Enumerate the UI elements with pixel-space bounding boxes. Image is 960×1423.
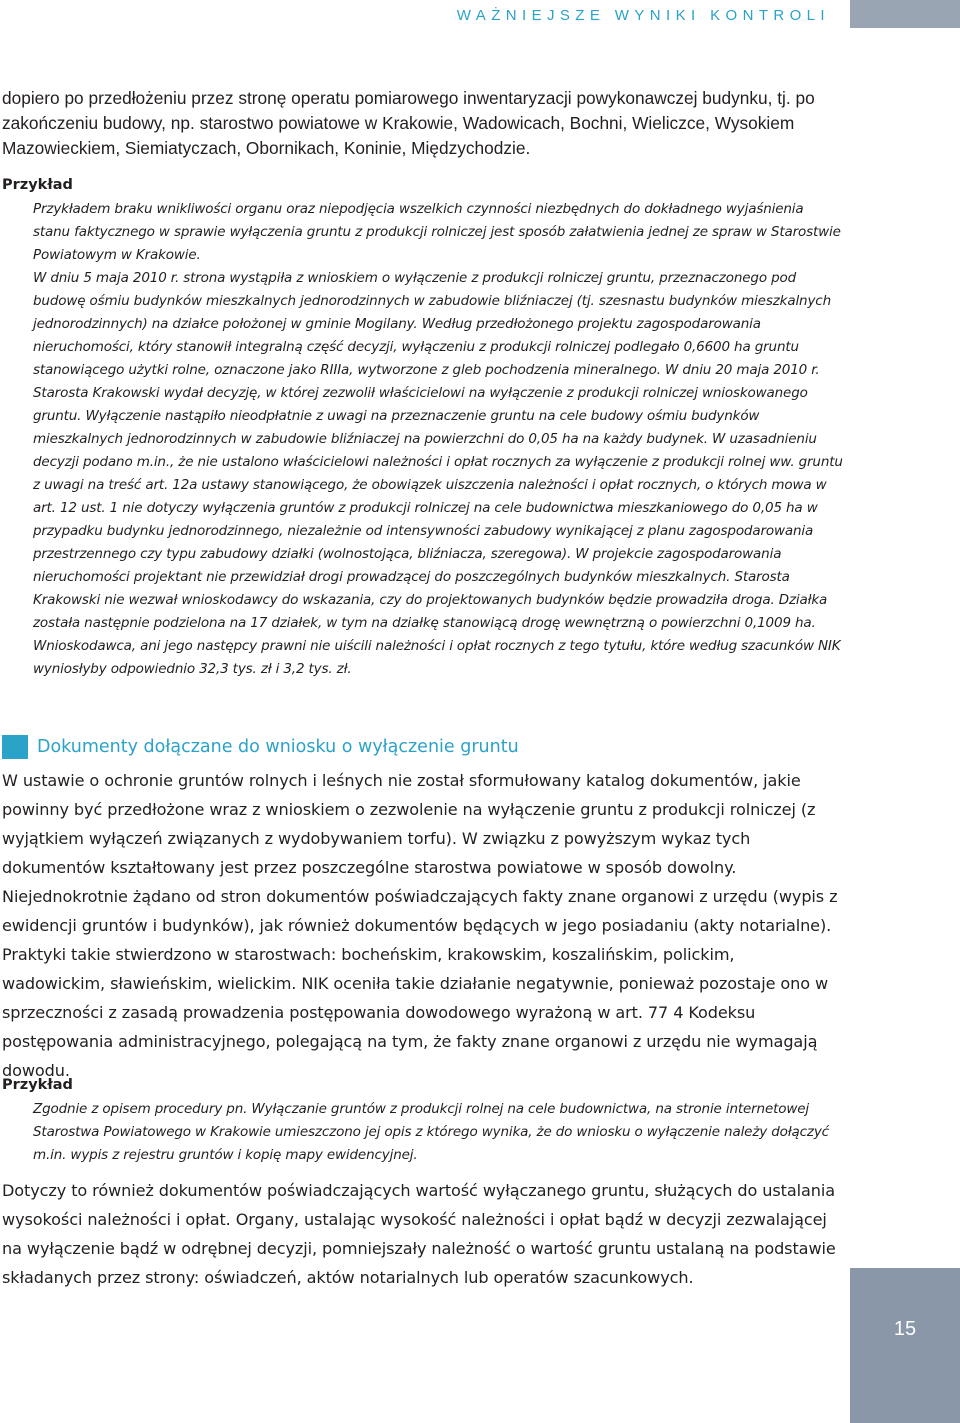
header-corner-block (850, 0, 960, 28)
example-1-paragraph-2: W dniu 5 maja 2010 r. strona wystąpiła z wnioskiem o wyłączenie z produkcji rolniczej gruntu, przeznaczonego pod budowę ośmiu budynków mieszkalnych jednorodzinnych w zabudowie bliźniaczej (tj. szesnastu budynków mieszkalnych jednorodzinnych) na działce położonej w gminie Mogilany. Według przedłożonego projektu zagospodarowania nieruchomości, który stanowił integralną część decyzji, wyłączeniu z produkcji rolniczej podlegało 0,6600 ha gruntu stanowiącego użytki rolne, oznaczone jako RIIIa, wytworzone z gleb pochodzenia mineralnego. W dniu 20 maja 2010 r. Starosta Krakowski wydał decyzję, w której zezwolił właścicielowi na wyłączenie z produkcji rolniczej wnioskowanego gruntu. Wyłączenie nastąpiło nieodpłatnie z uwagi na przeznaczenie gruntu na cele budowy ośmiu budynków mieszkalnych jednorodzinnych w zabudowie bliźniaczej na powierzchni do 0,05 ha na każdy budynek. W uzasadnieniu decyzji podano m.in., że nie ustalono właścicielowi należności i opłat rocznych za wyłączenie z produkcji rolnej ww. gruntu z uwagi na treść art. 12a ustawy stanowiącego, że obowiązek uiszczenia należności i opłat rocznych, o których mowa w art. 12 ust. 1 nie dotyczy wyłączenia gruntów z produkcji rolniczej na cele budownictwa mieszkaniowego do 0,05 ha w przypadku budynku jednorodzinnego, niezależnie od intensywności zabudowy wynikającej z planu zagospodarowania przestrzennego czy typu zabudowy działki (wolnostojąca, bliźniacza, szeregowa). W projekcie zagospodarowania nieruchomości projektant nie przewidział drogi prowadzącej do poszczególnych budynków mieszkalnych. Starosta Krakowski nie wezwał wnioskodawcy do wskazania, czy do projektowanych budynków będzie prowadziła droga. Działka została następnie podzielona na 17 działek, w tym na działkę stanowiącą drogę wewnętrzną o powierzchni 0,1009 ha. Wnioskodawca, ani jego następcy prawni nie uiścili należności i opłat rocznych z tego tytułu, które według szacunków NIK wyniosłyby odpowiednio 32,3 tys. zł i 3,2 tys. zł. (33, 270, 843, 677)
example-label-1: Przykład (2, 177, 73, 193)
section-heading (2, 735, 519, 759)
heading-square-marker (2, 735, 28, 759)
page-number-block (850, 1268, 960, 1423)
example-box-2 (33, 1098, 843, 1167)
section-paragraph-1: W ustawie o ochronie gruntów rolnych i leśnych nie został sformułowany katalog dokumentów, jakie powinny być przedłożone wraz z wnioskiem o zezwolenie na wyłączenie gruntu z produkcji rolniczej (z wyjątkiem wyłączeń związanych z wydobywaniem torfu). W związku z powyższym wykaz tych dokumentów kształtowany jest przez poszczególne starostwa powiatowe w sposób dowolny. Niejednokrotnie żądano od stron dokumentów poświadczających fakty znane organowi z urzędu (wypis z ewidencji gruntów i budynków), jak również dokumentów będących w jego posiadaniu (akty notarialne). Praktyki takie stwierdzono w starostwach: bocheńskim, krakowskim, koszalińskim, polickim, wadowickim, sławieńskim, wielickim. NIK oceniła takie działanie negatywnie, ponieważ pozostaje ono w sprzeczności z zasadą prowadzenia postępowania dowodowego wyrażoną w art. 77 4 Kodeksu postępowania administracyjnego, polegającą na tym, że fakty znane organowi z urzędu nie wymagają dowodu. (2, 771, 838, 1080)
intro-paragraph: dopiero po przedłożeniu przez stronę operatu pomiarowego inwentaryzacji powykonawczej budynku, tj. po zakończeniu budowy, np. starostwo powiatowe w Krakowie, Wadowicach, Bochni, Wieliczce, Wysokiem Mazowieckiem, Siemiatyczach, Obornikach, Koninie, Międzychodzie. (2, 88, 815, 158)
example-1-paragraph-1: Przykładem braku wnikliwości organu oraz niepodjęcia wszelkich czynności niezbędnych do dokładnego wyjaśnienia stanu faktycznego w sprawie wyłączenia gruntu z produkcji rolniczej jest sposób załatwienia jednej ze spraw w Starostwie Powiatowym w Krakowie. (33, 201, 841, 263)
section-heading-text: Dokumenty dołączane do wniosku o wyłączenie gruntu (37, 737, 519, 757)
running-header: WAŻNIEJSZE WYNIKI KONTROLI (456, 7, 830, 24)
page-number: 15 (893, 1318, 917, 1340)
example-label-2: Przykład (2, 1077, 73, 1093)
section-paragraph-2: Dotyczy to również dokumentów poświadczających wartość wyłączanego gruntu, służących do ustalania wysokości należności i opłat. Organy, ustalając wysokość należności i opłat bądź w decyzji zezwalającej na wyłączenie bądź w odrębnej decyzji, pomniejszały należność o wartość gruntu ustalaną na podstawie składanych przez strony: oświadczeń, aktów notarialnych lub operatów szacunkowych. (2, 1181, 836, 1287)
example-box-1 (33, 198, 843, 681)
example-2-paragraph: Zgodnie z opisem procedury pn. Wyłączanie gruntów z produkcji rolnej na cele budownictwa, na stronie internetowej Starostwa Powiatowego w Krakowie umieszczono jej opis z którego wynika, że do wniosku o wyłączenie należy dołączyć m.in. wypis z rejestru gruntów i kopię mapy ewidencyjnej. (33, 1101, 829, 1163)
